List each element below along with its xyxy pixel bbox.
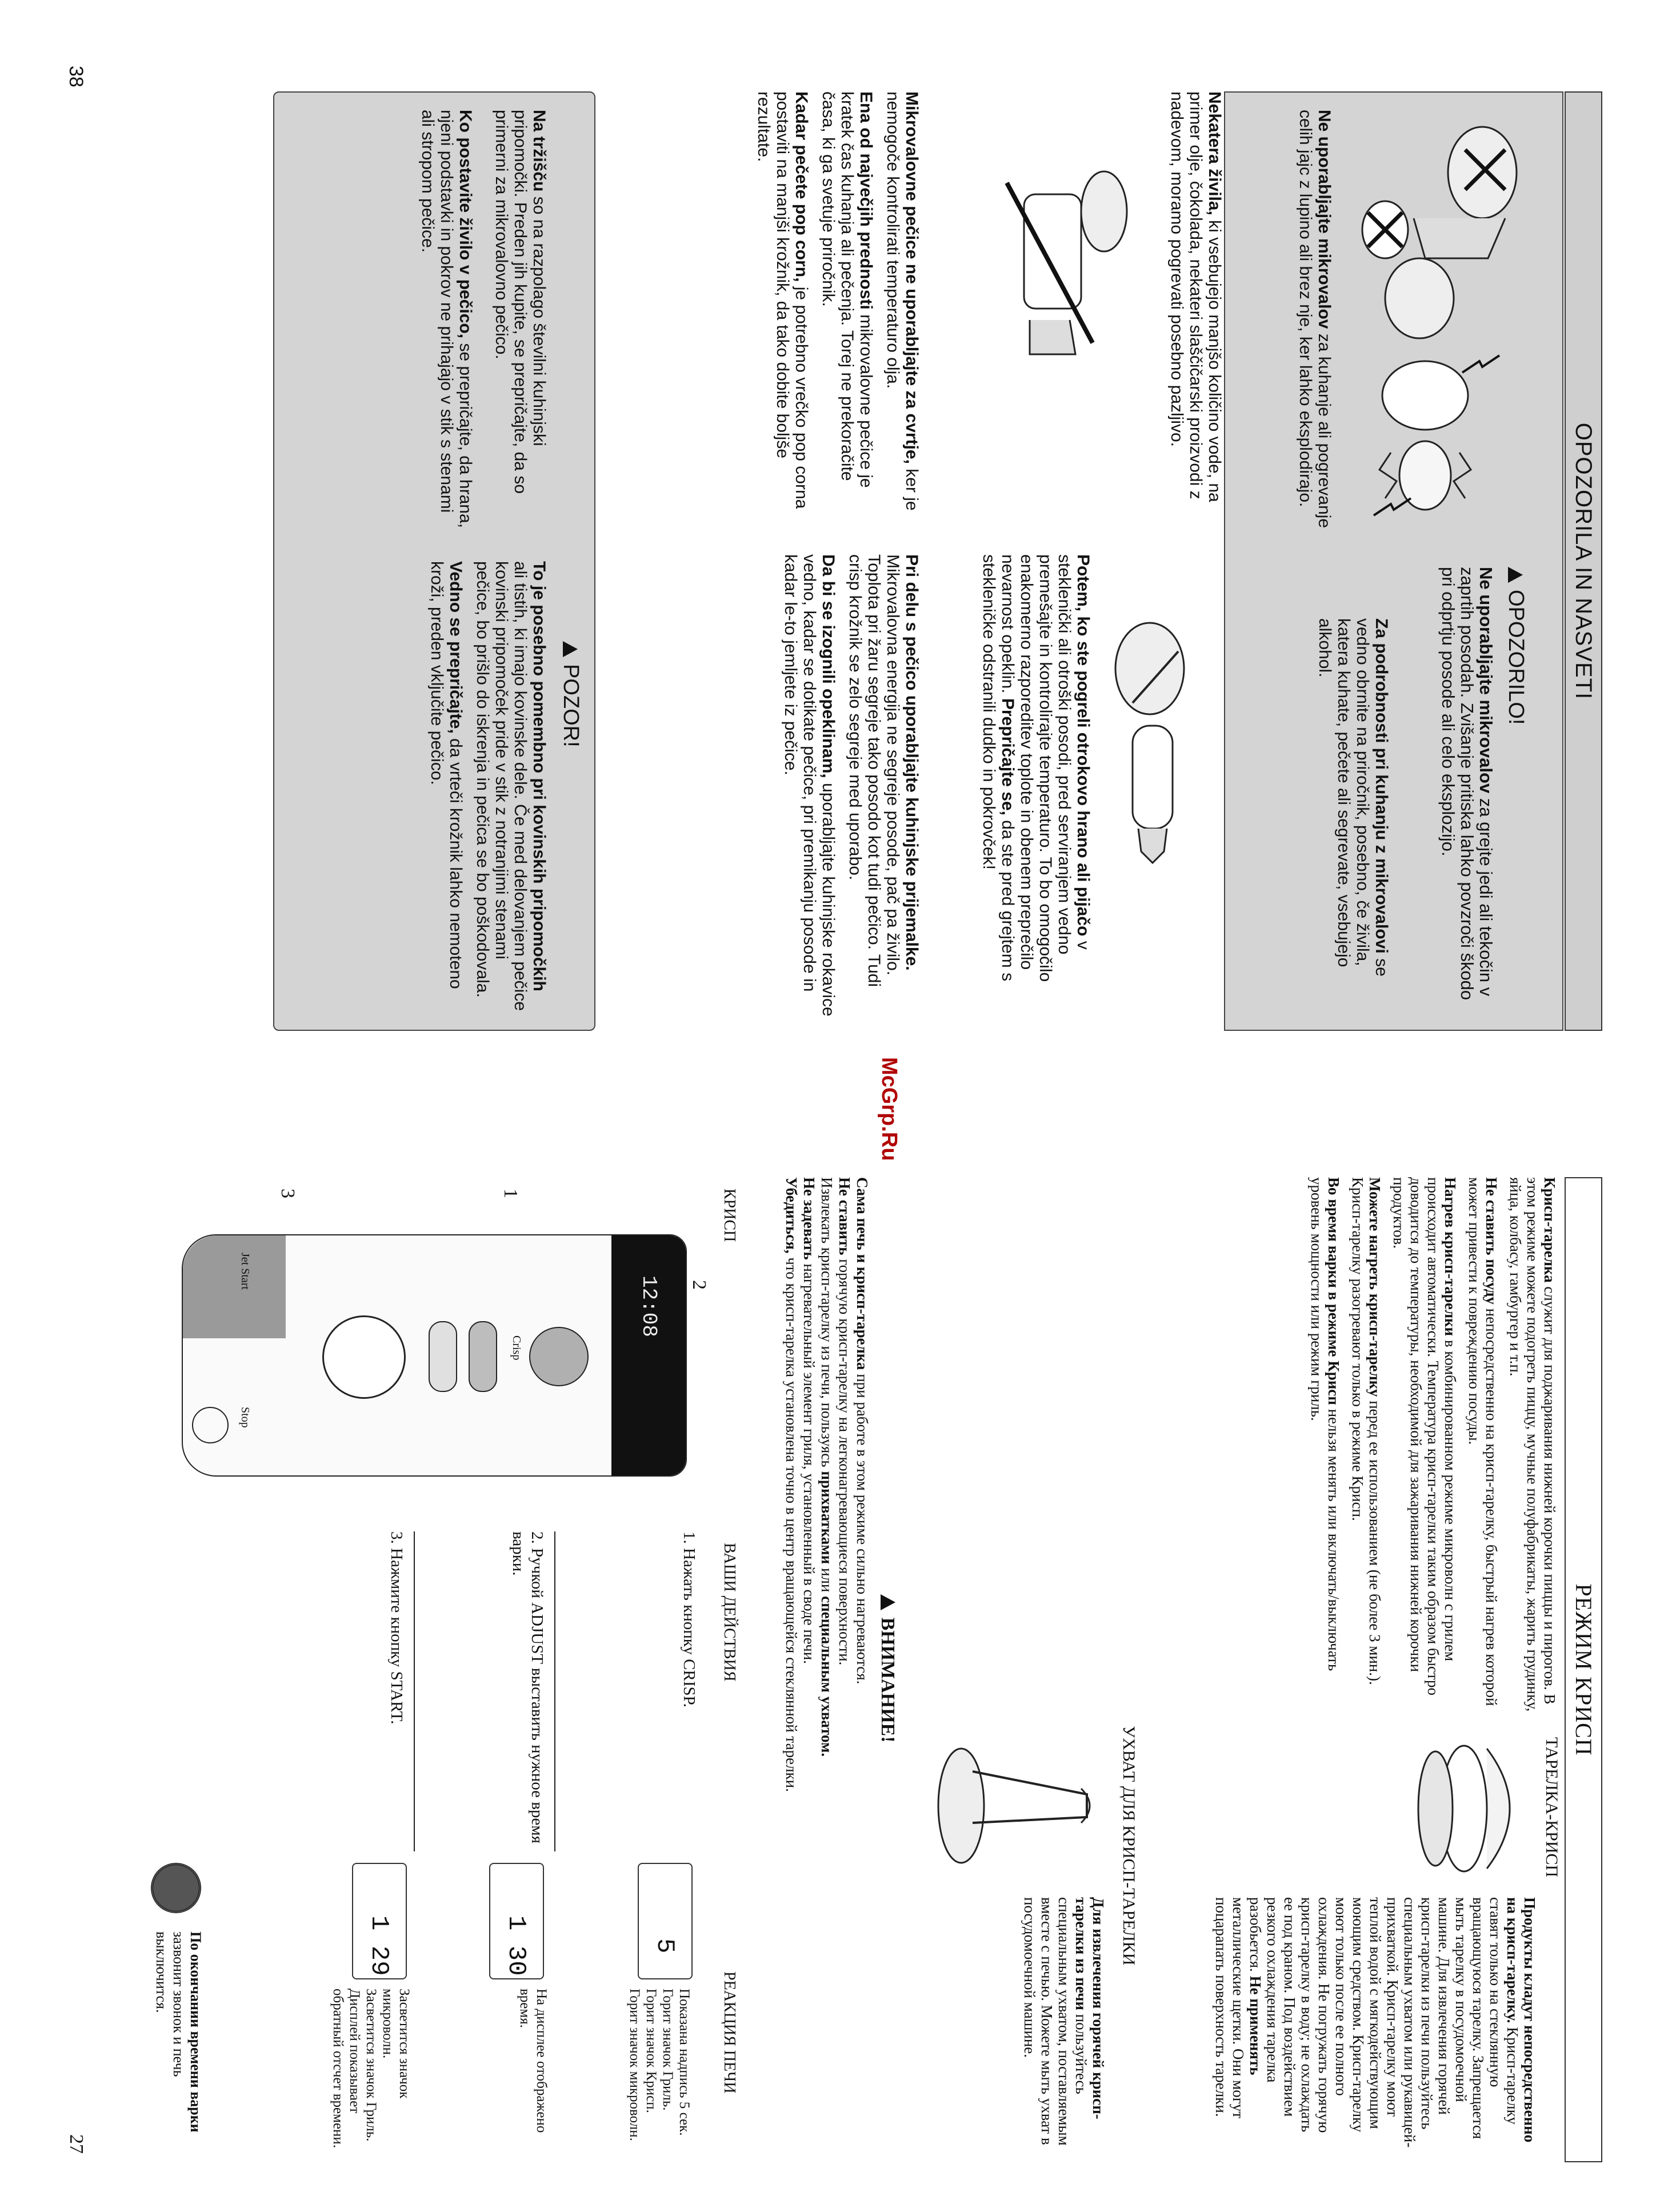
- step-3: 3. Нажмите кнопку START.: [337, 1531, 415, 1851]
- table-header: [713, 1177, 738, 2160]
- crisp-button-label: Crisp: [510, 1335, 523, 1361]
- callout-1: 1: [500, 1189, 521, 1198]
- reactions: [330, 1989, 693, 2154]
- baby-block: Potem, ko ste pogreli otrokovo hrano ali pijačo v steklenički ali otroški posodi, pred serviranjem vedno premešajte in kontrolirajte temperaturo. To bo omogočilo enakomerno razporeditev toplote in obenem preprečilo nevarnost opeklin. Prepričajte se, da ste pred grejtem s stekleničke odstranili dudko in pokrovček!: [979, 554, 1093, 982]
- col-mode: КРИСП: [721, 1189, 738, 1242]
- warning-text: za grejte jedi ali tekočin v zaprtih posodah. Zvišanje pritiska lahko povzroči škodo pri odprtju posode ali celo eksplozijo.: [1438, 567, 1496, 1001]
- caution-heading: POZOR!: [559, 664, 583, 747]
- left-column-lower: Mikrovalovne pečice ne uporabljajte za cvrtje, ker je nemogoče kontrolirati temperaturo olja. Ena od največjih prednosti mikrovalovne pečice je kratek čas kuhanja ali pečenja. Torej ne prekoračite časa, ki ga svetuje priročnik. Kadar pečete pop corn, je potrebno vrečko pop corna postaviti na manjši krožnik, da tako dobite boljše rezultate.: [754, 91, 921, 511]
- crisp-intro: Крисп-тарелка служит для поджаривания нижней корочки пиццы и пирогов. В этом режиме можете подогреть пиццу, мучные полуфабрикаты, жарить грудинку, яйца, колбасу, гамбургер и т.п. Не ставить посуду непосредственно на крисп-тарелку, быстрый нагрев которой может привести к повреждению посуды. Нагрев крисп-тарелки в комбинированном режиме микроволн с грилем происходит автоматически. Температура крисп-тарелки таким образом быстро доводится до температуры, необходимой для зажаривания нижней корочки продуктов. Можете нагреть крисп-тарелку перед ее использованием (не более 3 мин.). Крисп-тарелку разогревают только в режиме Крисп. Во время варки в режиме Крисп нельзя менять или включать/выключать уровень мощности или режим гриль.: [1308, 1177, 1558, 1712]
- oil-pot-crossed-icon: [990, 149, 1138, 366]
- control-panel-figure: [138, 1177, 710, 1497]
- closed-containers-icon: [1351, 110, 1539, 350]
- crisp-handle-icon: [915, 1737, 1104, 1874]
- step-2: 2. Ручкой ADJUST выставить нужное время варки.: [415, 1531, 555, 1851]
- stop-label: Stop: [239, 1407, 251, 1428]
- adjust-knob[interactable]: [322, 1315, 406, 1399]
- power-button[interactable]: [469, 1321, 497, 1392]
- baby-bottle-icon: [1081, 617, 1213, 880]
- header-bar-left: [1565, 91, 1602, 1031]
- bell-icon: [151, 1863, 201, 1913]
- handle-caption: УХВАТ ДЛЯ КРИСП-ТАРЕЛКИ: [1119, 1726, 1138, 1966]
- plate-care-text: Продукты кладут непосредственно на крисп-тарелку. Крисп-тарелку ставят только на стеклянную вращающуюся тарелку. Запрещается мыть тарелку в посудомоечной машине. Для извлечения горячей крисп-тарелки из печи пользуйтесь специальным ухватом или рукавицей-прихваткой. Крисп-тарелку моют теплой водой с мягкодействующим моющим средством. Крисп-тарелку моют только после ее полного охлаждения. Не погружать горячую крисп-тарелку в воду; не охлаждать ее под краном. Под воздействием резкого охлаждения тарелка разобьется. Не применять металлические щетки. Они могут поцарапать поверхность тарелки.: [1213, 1897, 1538, 2148]
- reaction-1: Показана надпись 5 сек. Горит значок Гриль. Горит значок Крисп. Горит значок микроволн.: [627, 1989, 692, 2141]
- end-of-cooking-note: По окончании времени варки зазвонит звонок и печь выключится.: [153, 1931, 204, 2133]
- gloves-block: Pri delu s pečico uporabljajte kuhinjske prijemalke. Mikrovalovna energija ne segreje posode, pač pa živilo. Toplota pri žaru segreje tako posodo kot tudi pečico. Tudi crisp krožnik se zelo segreje med uporabo. Da bi se izognili opeklinam, uporabljajte kuhinjske rokavice vedno, kadar se dotikate pečice, pri premikanju posode in kadar le-to jemljete iz pečice.: [781, 554, 921, 1017]
- crisp-plate-icon: [1407, 1737, 1533, 1880]
- reaction-2: На дисплее отображено время.: [517, 1989, 549, 2133]
- warning-icon: [1508, 567, 1523, 583]
- display-1: 5: [638, 1863, 693, 1979]
- eggs-block: Ne uporabljajte mikrovalov za kuhanje ali pogrevanje celih jajc z lupino ali brez nje, ker lahko eksplodirajo.: [1296, 110, 1334, 529]
- steps: [337, 1531, 698, 1851]
- page-title-left: OPOZORILA IN NASVETI: [1571, 422, 1596, 700]
- display-2: 1 30: [489, 1863, 544, 1979]
- reaction-3: Засветится значок микроволн. Засветится значок Гриль. Дисплей показывает обратный отсчет времени.: [330, 1989, 412, 2149]
- caution-box: POZOR! Na tržišču so na razpolago številni kuhinjski pripomočki. Preden jih kupite, se prepričajte, da so primerni za mikrovalovno pečico. Ko postavite živilo v pečico, se prepričajte, da hrana, njeni podstavki in pokrov ne prihajajo v stik s stenami ali stropom pečice. To je posebno pomembno pri kovinskih pripomočkih ali tistih, ki imajo kovinske dele. Če med delovanjem pečice kovinski pripomoček pride v stik z notranjimi stenami pečice, bo prišlo do iskrenja in pečica se bo poškodovala. Vedno se prepričajte, da vrteči krožnik lahko nemoteno kroži, preden vključite pečico.: [273, 91, 595, 1031]
- panel-clock: 12:08: [637, 1275, 661, 1338]
- callout-2: 2: [689, 1280, 710, 1290]
- foods-block: Nekatera živila, ki vsebujejo manjšo količino vode, na primer olje, čokolada, nekateri slaščičarski proizvodi z nadevom, moramo pogrevati posebno pazljivo.: [1167, 91, 1224, 502]
- panel-display: [611, 1235, 686, 1475]
- attention-block: ВНИМАНИЕ! Сама печь и крисп-тарелка при работе в этом режиме сильно нагреваются. Не ставить горячую крисп-тарелку на легконагревающиеся поверхности. Извлекать крисп-тарелку из печи, пользуясь прихватками или специальным ухватом. Не задевать нагревательный элемент гриля, установленный в своде печи. Убедиться, что крисп-тарелка установлена точно в центр вращающейся стеклянной тарелки.: [783, 1177, 898, 1792]
- page-number-right: 27: [66, 2134, 87, 2154]
- exploding-egg-icon: [1345, 344, 1511, 533]
- crisp-button[interactable]: [529, 1327, 589, 1386]
- warning-heading: OPOZORILO!: [1504, 590, 1528, 725]
- stop-button[interactable]: [192, 1407, 229, 1443]
- control-panel: [182, 1234, 687, 1477]
- attention-icon: [881, 1594, 895, 1610]
- warning-panel: [1224, 91, 1563, 1031]
- header-bar-right: [1565, 1177, 1602, 2162]
- warning-bold: Ne uporabljajte mikrovalov: [1476, 567, 1496, 794]
- col-reaction: РЕАКЦИЯ ПЕЧИ: [721, 1971, 738, 2094]
- page-title-right: РЕЖИМ КРИСП: [1571, 1583, 1597, 1756]
- watermark: McGrp.Ru: [877, 1057, 901, 1161]
- page-number-left: 38: [65, 66, 87, 87]
- attention-heading: ВНИМАНИЕ!: [877, 1617, 898, 1743]
- step-1: 1. Нажать кнопку CRISP.: [680, 1531, 698, 1707]
- caution-icon: [563, 641, 578, 657]
- jet-start-button[interactable]: [183, 1235, 286, 1338]
- jet-start-label: Jet Start: [239, 1253, 251, 1290]
- plate-caption: ТАРЕЛКА-КРИСП: [1542, 1737, 1561, 1878]
- col-actions: ВАШИ ДЕЙСТВИЯ: [721, 1543, 738, 1682]
- display-3: 1 29: [352, 1863, 407, 1979]
- cook-advice-block: Za podrobnosti pri kuhanju z mikrovalovi se vedno obrnite na priročnik, posebno, če živila, katera kuhate, pečete ali segrevate, vsebujejo alkohol.: [1315, 618, 1391, 977]
- handle-text: Для извлечения горячей крисп-тарелки из печи пользуйтесь специальным ухватом, поставляемым вместе с печью. Можете мыть ухват в посудомоечной машине.: [1021, 1897, 1107, 2146]
- callout-3: 3: [277, 1189, 298, 1198]
- warning-block: [1431, 567, 1528, 1013]
- grill-button[interactable]: [429, 1321, 457, 1392]
